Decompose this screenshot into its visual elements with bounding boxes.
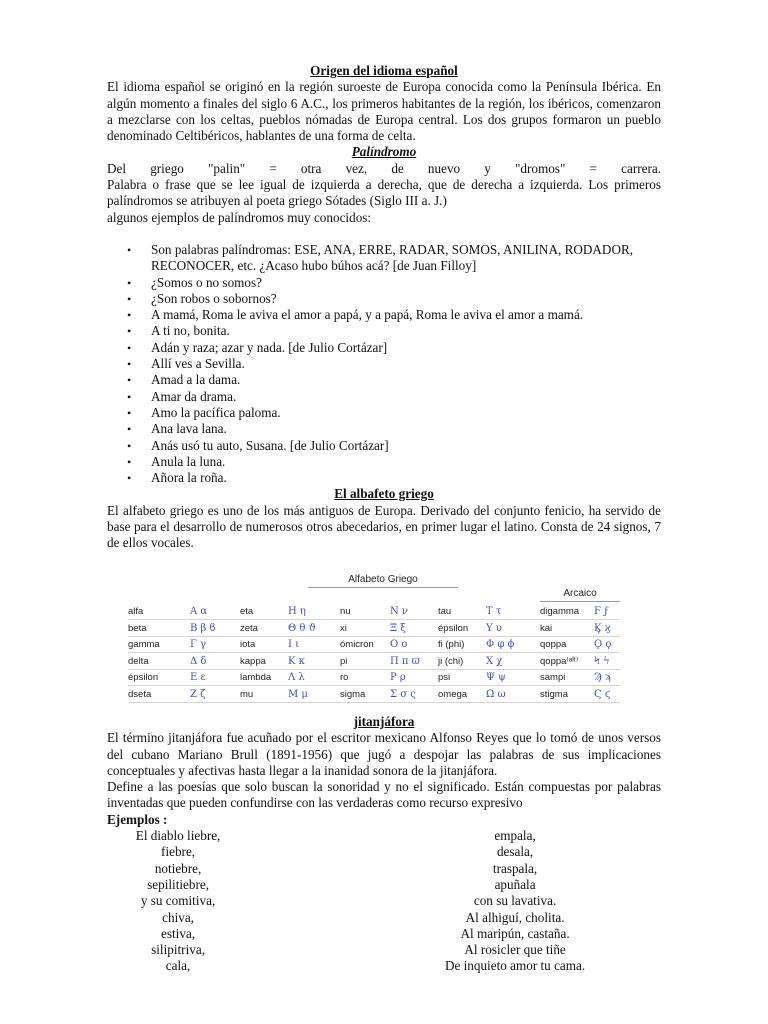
arcaico-header: Arcaico — [563, 588, 597, 599]
poem-line: fiebre, — [161, 844, 196, 860]
letter-name-cell: qoppa — [540, 639, 567, 650]
greek-letter-cell: Λ λ — [288, 672, 305, 683]
palindromo-title: Palíndromo — [351, 144, 417, 160]
greek-letter-cell: Ω ω — [486, 688, 506, 700]
greek-letter-cell: Ρ ρ — [390, 672, 406, 683]
letter-name-cell: dseta — [128, 688, 152, 700]
poem-line: chiva, — [162, 909, 194, 925]
greek-letter-cell: Ϝ ϝ — [594, 606, 609, 617]
letter-name-cell: ji (chi) — [438, 655, 464, 667]
list-item: • Anula la luna. — [151, 454, 661, 470]
greek-alphabet-table — [128, 570, 628, 700]
greek-letter-cell: Κ κ — [288, 655, 305, 667]
poem-line: notiebre, — [154, 860, 202, 876]
letter-name-cell: beta — [128, 622, 147, 634]
poem-line: sepilitiebre, — [147, 876, 210, 892]
poem-left-column — [37, 828, 319, 975]
jitanjafora-title: jitanjáfora — [353, 714, 415, 729]
greek-letter-cell: Β β ϐ — [190, 622, 216, 634]
letter-name-cell: fi (phi) — [438, 639, 465, 650]
letter-name-cell: psi — [438, 672, 451, 683]
greek-letter-cell: Μ μ — [288, 688, 308, 700]
letter-name-cell: mu — [240, 688, 254, 700]
greek-letter-cell: Θ θ ϑ — [288, 622, 316, 634]
letter-name-cell: épsilon — [128, 672, 159, 683]
letter-name-cell: kappa — [240, 655, 266, 667]
greek-letter-cell: Ψ ψ — [486, 672, 506, 683]
letter-name-cell: tau — [438, 606, 452, 617]
poem-line: apuñala — [494, 876, 536, 892]
greek-letter-cell: Π π ϖ — [390, 655, 420, 667]
letter-name-cell: pi — [340, 655, 348, 667]
poem-line: traspala, — [492, 860, 538, 876]
greek-letter-cell: Χ χ — [486, 655, 503, 667]
letter-name-cell: xi — [340, 622, 347, 634]
list-item: • Anás usó tu auto, Susana. [de Julio Cortázar] — [151, 438, 661, 454]
letter-name-cell: alfa — [128, 606, 144, 617]
palindromo-definition: Del griego "palin" = otra vez, de nuevo y "dromos" = carrera. — [107, 160, 661, 176]
letter-name-cell: stigma — [540, 688, 568, 700]
letter-name-cell: sampi — [540, 672, 566, 683]
poem-line: estiva, — [161, 925, 196, 941]
greek-letter-cell: Η η — [288, 606, 306, 617]
letter-name-cell: eta — [240, 606, 254, 617]
letter-name-cell: iota — [240, 639, 256, 650]
greek-letter-cell: Ϗ ϗ — [594, 622, 611, 634]
letter-name-cell: qoppa⁽ᵃˡᵗ⁾ — [540, 655, 579, 667]
poem-right-column — [369, 828, 661, 975]
greek-letter-cell: Γ γ — [190, 639, 207, 650]
greek-letter-cell: Ϙ ϙ — [594, 639, 612, 650]
greek-letter-cell: Δ δ — [190, 655, 207, 667]
poem-line: El diablo liebre, — [135, 828, 221, 844]
poem-line: silipitriva, — [151, 942, 205, 958]
letter-name-cell: digamma — [540, 606, 580, 617]
table-row — [128, 670, 620, 686]
poem-line: De inquieto amor tu cama. — [444, 958, 586, 974]
jitanjafora-paragraph-2: Define a las poesías que solo buscan la sonoridad y no el significado. Están compuestas por palabras inventadas que pueden confundirse con las verdaderas como recurso expresivo — [107, 779, 661, 811]
poem-columns — [107, 828, 661, 975]
greek-letter-cell: Φ φ ϕ — [486, 639, 515, 650]
greek-letter-cell: Ε ε — [190, 672, 206, 683]
list-item: • A ti no, bonita. — [151, 323, 661, 339]
greek-letter-cell: Ο ο — [390, 639, 408, 650]
table-row — [128, 654, 620, 670]
list-item: • Amad a la dama. — [151, 372, 661, 388]
table-title-rule — [308, 587, 458, 588]
letter-name-cell: zeta — [240, 622, 258, 634]
letter-name-cell: kai — [540, 622, 553, 634]
alfabeto-paragraph: El alfabeto griego es uno de los más antiguos de Europa. Derivado del conjunto fenicio, ha servido de base para el desarrollo de numerosos otros abecedarios, en primer lugar el latino. Consta de 24 signos, 7 de ellos vocales. — [107, 502, 661, 551]
jitanjafora-paragraph-1: El término jitanjáfora fue acuñado por el escritor mexicano Alfonso Reyes que lo tomó de unos versos del cubano Mariano Brull (1891-1956) que jugó a despojar las palabras de sus implicaciones conceptuales y afectivas hasta llegar a la inanidad sonora de la jitanjáfora. — [107, 730, 661, 778]
greek-letter-cell: Ϛ ϛ — [594, 688, 611, 700]
letter-name-cell: épsilon — [438, 622, 469, 634]
poem-line: desala, — [496, 844, 534, 860]
letter-name-cell: omega — [438, 688, 468, 700]
greek-letter-cell: Σ σ ς — [390, 688, 416, 700]
greek-letter-cell: Ϡ ϡ — [594, 672, 611, 683]
letter-name-cell: delta — [128, 655, 149, 667]
table-row — [128, 621, 620, 637]
poem-line: Al rosicler que tiñe — [464, 942, 566, 958]
letter-name-cell: nu — [340, 606, 351, 617]
greek-letter-cell: Ι ι — [288, 639, 300, 650]
list-item: • Allí ves a Sevilla. — [151, 356, 661, 372]
table-row — [128, 604, 620, 620]
list-item: • Añora la roña. — [151, 470, 661, 486]
letter-name-cell: sigma — [340, 688, 366, 700]
palindromo-list — [107, 242, 661, 486]
palindromo-intro: algunos ejemplos de palíndromos muy conocidos: — [107, 209, 372, 225]
list-item: • A mamá, Roma le aviva el amor a papá, y a papá, Roma le aviva el amor a mamá. — [151, 307, 661, 323]
alfabeto-title: El albafeto griego — [334, 486, 434, 502]
greek-letter-cell: Ν ν — [390, 606, 409, 617]
poem-line: con su lavativa. — [473, 893, 557, 909]
list-item: • ¿Son robos o sobornos? — [151, 291, 661, 307]
greek-letter-cell: Α α — [190, 606, 208, 617]
letter-name-cell: ómicron — [340, 639, 374, 650]
poem-line: y su comitiva, — [140, 893, 216, 909]
table-row — [128, 687, 620, 703]
list-item: • Adán y raza; azar y nada. [de Julio Cortázar] — [151, 340, 661, 356]
list-item: • Ana lava lana. — [151, 421, 661, 437]
palindromo-paragraph: Palabra o frase que se lee igual de izquierda a derecha, que de derecha a izquierda. Los primeros palíndromos se atribuyen al poeta griego Sótades (Siglo III a. J.) — [107, 177, 661, 209]
arcaico-rule — [540, 601, 620, 602]
document-page — [107, 63, 661, 552]
origen-paragraph: El idioma español se originó en la región suroeste de Europa conocida como la Península Ibérica. En algún momento a finales del siglo 6 A.C., los primeros habitantes de la región, los ibéricos, comenzaron a mezclarse con los celtas, pueblos nómadas de Europa central. Los dos grupos formaron un pueblo denominado Celtibéricos, hablantes de una forma de celta. — [107, 79, 661, 144]
list-item: • Son palabras palíndromas: ESE, ANA, ERRE, RADAR, SOMOS, ANILINA, RODADOR, RECONOCER, etc. ¿Acaso hubo búhos acá? [de Juan Filloy] — [151, 242, 661, 275]
jitanjafora-section — [107, 714, 661, 975]
letter-name-cell: ro — [340, 672, 349, 683]
poem-line: Al maripún, castaña. — [460, 925, 570, 941]
table-title: Alfabeto Griego — [348, 574, 418, 585]
greek-letter-cell: Υ υ — [486, 622, 502, 634]
letter-name-cell: gamma — [128, 639, 160, 650]
greek-letter-cell: Ξ ξ — [390, 622, 406, 634]
list-item: • ¿Somos o no somos? — [151, 275, 661, 291]
ejemplos-label: Ejemplos : — [107, 811, 168, 827]
table-row — [128, 637, 620, 653]
greek-letter-cell: Τ τ — [486, 606, 502, 617]
letter-name-cell: lambda — [240, 672, 272, 683]
list-item: • Amar da drama. — [151, 389, 661, 405]
greek-letter-cell: Ϟ ϟ — [594, 655, 610, 667]
origen-title: Origen del idioma español — [310, 63, 458, 78]
greek-letter-cell: Ζ ζ — [190, 688, 206, 700]
poem-line: Al alhiguí, cholita. — [465, 909, 565, 925]
poem-line: empala, — [494, 828, 536, 844]
poem-line: cala, — [165, 958, 191, 974]
list-item: • Amo la pacífica paloma. — [151, 405, 661, 421]
